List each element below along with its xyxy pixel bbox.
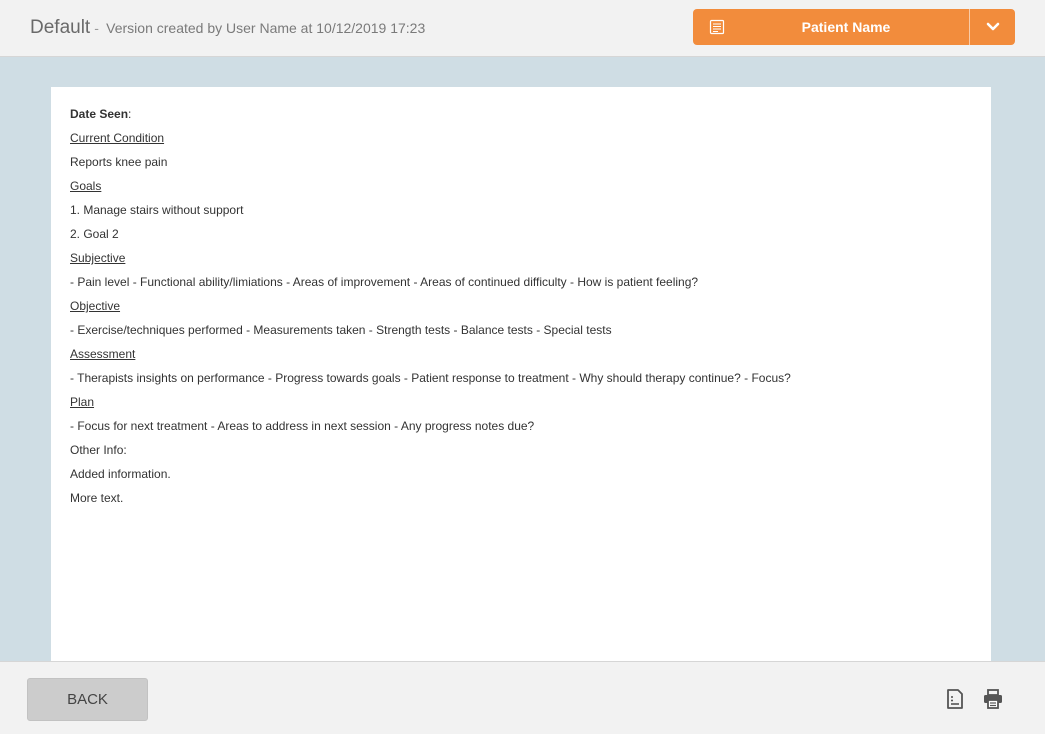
title-separator: - [94,20,99,36]
patient-selector-button[interactable] [693,9,1015,45]
subjective-text: - Pain level - Functional ability/limiations - Areas of improvement - Areas of continued difficulty - How is patient feeling? [70,275,699,289]
patient-name-label: Patient Name [801,19,891,35]
plan-text: - Focus for next treatment - Areas to address in next session - Any progress notes due? [70,419,535,433]
page-title [30,17,425,39]
date-seen-suffix: : [128,107,132,121]
patient-dropdown-toggle[interactable] [970,9,1015,45]
version-info: Version created by User Name at 10/12/2019 17:23 [106,20,426,36]
goals-heading: Goals [70,179,102,193]
objective-heading: Objective [70,299,121,313]
goal-item-1: 1. Manage stairs without support [70,203,244,217]
template-name: Default [30,17,91,38]
date-seen-label: Date Seen [70,107,129,121]
assessment-heading: Assessment [70,347,136,361]
other-info-label: Other Info: [70,443,127,457]
back-button[interactable]: BACK [27,678,148,721]
print-icon[interactable] [982,688,1004,710]
report-icon[interactable] [944,688,966,710]
goal-item-2: 2. Goal 2 [70,227,119,241]
current-condition-text: Reports knee pain [70,155,168,169]
current-condition-heading: Current Condition [70,131,165,145]
chevron-down-icon [986,22,1000,32]
added-info-2: More text. [70,491,124,505]
note-body [70,106,791,514]
footer-bar [0,661,1045,734]
added-info-1: Added information. [70,467,171,481]
note-document [51,87,991,661]
assessment-text: - Therapists insights on performance - Progress towards goals - Patient response to treatment - Why should therapy continue? - Focus? [70,371,791,385]
header-bar [0,0,1045,57]
date-seen-line [70,106,791,130]
plan-heading: Plan [70,395,95,409]
subjective-heading: Subjective [70,251,126,265]
objective-text: - Exercise/techniques performed - Measurements taken - Strength tests - Balance tests - Special tests [70,323,612,337]
